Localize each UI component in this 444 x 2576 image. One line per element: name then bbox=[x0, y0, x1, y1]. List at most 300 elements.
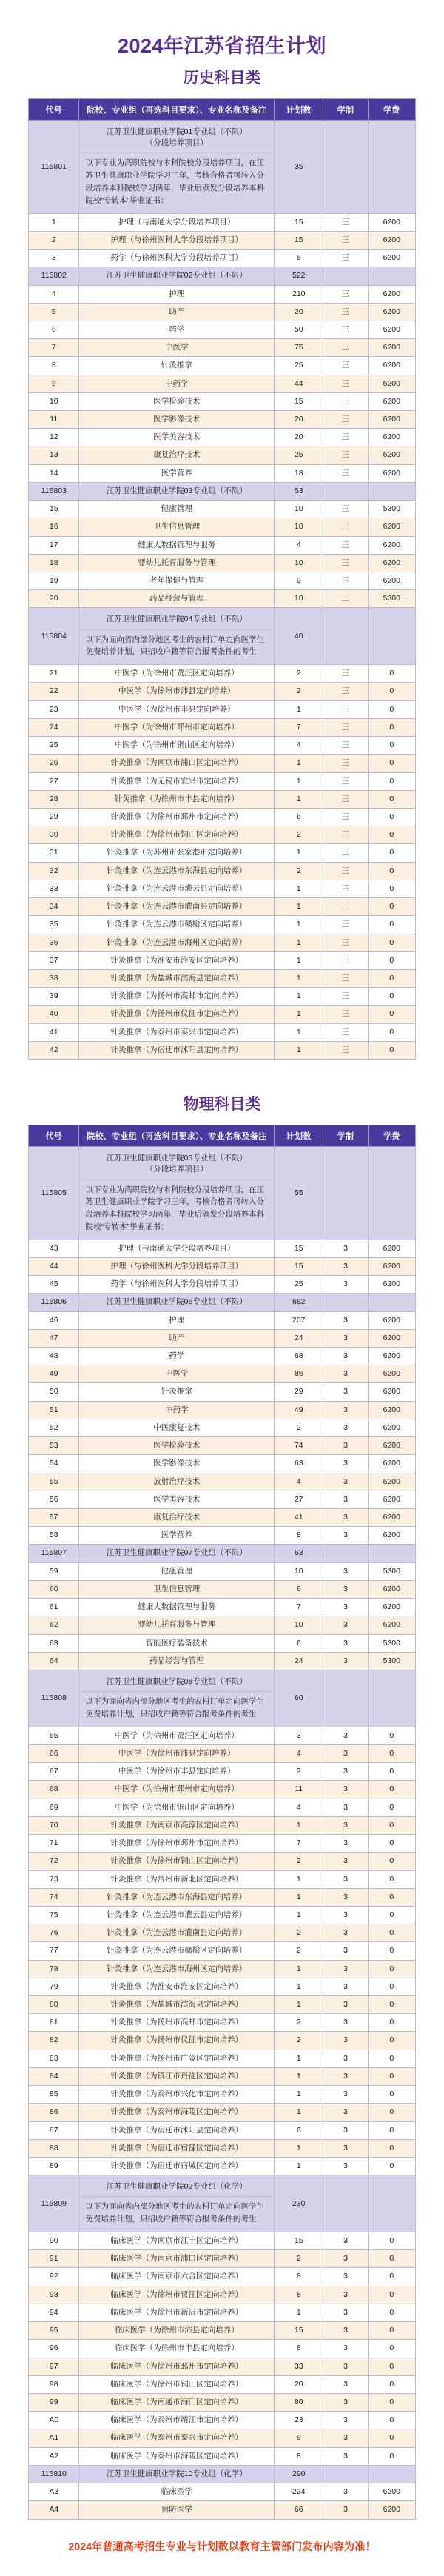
cell-code: 59 bbox=[29, 1562, 79, 1580]
group-title: 江苏卫生健康职业学院09专业组（化学） bbox=[81, 2178, 272, 2197]
table-row bbox=[29, 2483, 416, 2501]
cell-duration: 三 bbox=[323, 988, 368, 1006]
cell-major-name: 针灸推拿（为扬州市高邮市定向培养） bbox=[79, 988, 275, 1006]
table-row bbox=[29, 1473, 416, 1491]
cell-tuition: 6200 bbox=[368, 250, 415, 267]
group-note: 以下为面向省内部分地区考生的农村订单定向医学生免费培养计划，只招收户籍等符合报考条件的考生 bbox=[85, 635, 264, 657]
cell-code: 30 bbox=[29, 826, 79, 844]
cell-major-name: 护理（与徐州医科大学分段培养项目） bbox=[79, 1257, 275, 1275]
cell-group-tuition bbox=[368, 1670, 415, 1727]
cell-group-plan-count: 63 bbox=[275, 1545, 323, 1562]
table-row bbox=[29, 2268, 416, 2286]
cell-tuition: 0 bbox=[368, 826, 415, 844]
cell-duration: 3 bbox=[323, 2340, 368, 2358]
cell-code: 63 bbox=[29, 1634, 79, 1652]
cell-plan-count: 7 bbox=[275, 1835, 323, 1853]
cell-duration: 3 bbox=[323, 1599, 368, 1616]
cell-major-name: 中医学（为徐州市铜山区定向培养） bbox=[79, 1799, 275, 1816]
cell-tuition: 6200 bbox=[368, 357, 415, 375]
table-row bbox=[29, 2412, 416, 2429]
cell-tuition: 0 bbox=[368, 2050, 415, 2067]
cell-plan-count: 8 bbox=[275, 2268, 323, 2286]
cell-tuition: 0 bbox=[368, 1744, 415, 1762]
cell-tuition: 0 bbox=[368, 1023, 415, 1041]
cell-tuition: 6200 bbox=[368, 2483, 415, 2501]
cell-major-name: 医学检验技术 bbox=[79, 392, 275, 410]
cell-major-name: 针灸推拿（为淮安市淮安区定向培养） bbox=[79, 1978, 275, 1995]
table-row bbox=[29, 898, 416, 916]
cell-plan-count: 1 bbox=[275, 1041, 323, 1059]
cell-group-duration bbox=[323, 1294, 368, 1311]
cell-major-name: 临床医学（为徐州市沛县定向培养） bbox=[79, 2322, 275, 2340]
cell-plan-count: 1 bbox=[275, 969, 323, 987]
cell-code: 14 bbox=[29, 464, 79, 482]
cell-plan-count: 29 bbox=[275, 1383, 323, 1401]
cell-code: 61 bbox=[29, 1599, 79, 1616]
cell-tuition: 0 bbox=[368, 665, 415, 683]
table-row bbox=[29, 375, 416, 392]
cell-plan-count: 8 bbox=[275, 2340, 323, 2358]
cell-duration: 3 bbox=[323, 1799, 368, 1816]
cell-code: 97 bbox=[29, 2358, 79, 2375]
cell-plan-count: 33 bbox=[275, 2358, 323, 2375]
cell-code: 82 bbox=[29, 2032, 79, 2050]
cell-tuition: 0 bbox=[368, 2067, 415, 2085]
cell-code: 16 bbox=[29, 518, 79, 536]
table-row bbox=[29, 1527, 416, 1545]
table-row bbox=[29, 250, 416, 267]
cell-major-name: 针灸推拿（为连云港市东海县定向培养） bbox=[79, 862, 275, 880]
cell-code: 27 bbox=[29, 772, 79, 790]
cell-major-name: 中医学（为徐州市邳州市定向培养） bbox=[79, 1781, 275, 1799]
cell-code: 21 bbox=[29, 665, 79, 683]
cell-code: 4 bbox=[29, 285, 79, 303]
cell-tuition: 6200 bbox=[368, 303, 415, 321]
cell-tuition: 0 bbox=[368, 2086, 415, 2104]
cell-plan-count: 1 bbox=[275, 2139, 323, 2157]
cell-major-name: 中医学（为徐州市贾汪区定向培养） bbox=[79, 665, 275, 683]
table-row bbox=[29, 2286, 416, 2304]
cell-major-name: 医学检验技术 bbox=[79, 1437, 275, 1455]
cell-duration: 三 bbox=[323, 429, 368, 446]
cell-major-name: 中医学 bbox=[79, 1365, 275, 1383]
cell-code: 67 bbox=[29, 1763, 79, 1781]
cell-plan-count: 8 bbox=[275, 2447, 323, 2465]
cell-major-name: 婴幼儿托育服务与管理 bbox=[79, 1616, 275, 1634]
table-row bbox=[29, 1257, 416, 1275]
table-row bbox=[29, 2358, 416, 2375]
cell-duration: 3 bbox=[323, 1527, 368, 1545]
cell-code: 87 bbox=[29, 2121, 79, 2139]
cell-tuition: 5300 bbox=[368, 1634, 415, 1652]
cell-duration: 三 bbox=[323, 718, 368, 736]
table-row bbox=[29, 1562, 416, 1580]
cell-group-duration bbox=[323, 2175, 368, 2232]
table-header-row bbox=[29, 99, 416, 121]
cell-major-name: 中医学（为徐州市邳州市定向培养） bbox=[79, 718, 275, 736]
cell-plan-count: 2 bbox=[275, 826, 323, 844]
cell-plan-count: 8 bbox=[275, 1527, 323, 1545]
cell-group-plan-count: 522 bbox=[275, 267, 323, 285]
cell-duration: 3 bbox=[323, 1744, 368, 1762]
cell-duration: 三 bbox=[323, 1006, 368, 1023]
table-row bbox=[29, 392, 416, 410]
history-plan-table bbox=[28, 98, 416, 1060]
cell-code: 72 bbox=[29, 1853, 79, 1870]
cell-tuition: 6200 bbox=[368, 392, 415, 410]
cell-major-name: 放射治疗技术 bbox=[79, 1473, 275, 1491]
cell-major-name: 针灸推拿（为连云港市海州区定向培养） bbox=[79, 934, 275, 951]
cell-tuition: 0 bbox=[368, 934, 415, 951]
cell-plan-count: 66 bbox=[275, 2501, 323, 2519]
cell-duration: 三 bbox=[323, 951, 368, 969]
cell-major-name: 预防医学 bbox=[79, 2501, 275, 2519]
cell-group-code: 115802 bbox=[29, 267, 79, 285]
cell-code: 77 bbox=[29, 1942, 79, 1960]
table-row bbox=[29, 2158, 416, 2175]
cell-plan-count: 24 bbox=[275, 1652, 323, 1670]
cell-group-plan-count: 682 bbox=[275, 1294, 323, 1311]
cell-tuition: 0 bbox=[368, 2232, 415, 2250]
cell-duration: 三 bbox=[323, 826, 368, 844]
cell-duration: 3 bbox=[323, 1508, 368, 1526]
cell-code: 15 bbox=[29, 501, 79, 518]
cell-major-name: 中医学（为徐州市沛县定向培养） bbox=[79, 1744, 275, 1762]
table-row bbox=[29, 700, 416, 718]
cell-major-name: 康复治疗技术 bbox=[79, 1508, 275, 1526]
cell-plan-count: 15 bbox=[275, 213, 323, 231]
cell-tuition: 6200 bbox=[368, 1455, 415, 1473]
cell-tuition: 6200 bbox=[368, 1527, 415, 1545]
column-header-duration: 学制 bbox=[323, 99, 368, 121]
cell-duration: 3 bbox=[323, 1580, 368, 1598]
cell-code: 6 bbox=[29, 321, 79, 338]
cell-group-code: 115803 bbox=[29, 482, 79, 500]
cell-group-tuition bbox=[368, 2175, 415, 2232]
cell-tuition: 6200 bbox=[368, 285, 415, 303]
cell-tuition: 0 bbox=[368, 718, 415, 736]
cell-code: A2 bbox=[29, 2447, 79, 2465]
cell-major-name: 针灸推拿（为宿迁市沭阳县定向培养） bbox=[79, 2121, 275, 2139]
cell-tuition: 0 bbox=[368, 2394, 415, 2412]
cell-code: 50 bbox=[29, 1383, 79, 1401]
cell-major-name: 针灸推拿（为南京市高淳区定向培养） bbox=[79, 1816, 275, 1834]
cell-major-name: 医学营养 bbox=[79, 464, 275, 482]
cell-major-name: 针灸推拿（为镇江市丹徒区定向培养） bbox=[79, 2067, 275, 2085]
cell-plan-count: 25 bbox=[275, 357, 323, 375]
cell-major-name: 中医学（为徐州市丰县定向培养） bbox=[79, 700, 275, 718]
cell-tuition: 0 bbox=[368, 2322, 415, 2340]
cell-major-name: 药品经营与管理 bbox=[79, 1652, 275, 1670]
cell-plan-count: 63 bbox=[275, 1455, 323, 1473]
cell-plan-count: 1 bbox=[275, 755, 323, 772]
cell-plan-count: 9 bbox=[275, 2429, 323, 2447]
cell-duration: 3 bbox=[323, 1652, 368, 1670]
table-row bbox=[29, 1799, 416, 1816]
cell-tuition: 0 bbox=[368, 2032, 415, 2050]
cell-group-name: 江苏卫生健康职业学院03专业组（不限） bbox=[79, 482, 275, 500]
cell-duration: 三 bbox=[323, 536, 368, 554]
cell-major-name: 针灸推拿（为宿迁市沭阳县定向培养） bbox=[79, 1041, 275, 1059]
cell-tuition: 0 bbox=[368, 1996, 415, 2014]
group-note: 以下为面向省内部分地区考生的农村订单定向医学生免费培养计划，只招收户籍等符合报考条件的考生 bbox=[85, 2202, 264, 2224]
cell-duration: 3 bbox=[323, 1329, 368, 1347]
cell-duration: 3 bbox=[323, 1383, 368, 1401]
cell-plan-count: 24 bbox=[275, 1329, 323, 1347]
cell-duration: 3 bbox=[323, 1311, 368, 1329]
cell-code: A4 bbox=[29, 2501, 79, 2519]
cell-group-plan-count: 35 bbox=[275, 121, 323, 214]
cell-plan-count: 1 bbox=[275, 772, 323, 790]
cell-duration: 三 bbox=[323, 772, 368, 790]
table-row bbox=[29, 1942, 416, 1960]
table-row bbox=[29, 285, 416, 303]
cell-duration: 三 bbox=[323, 303, 368, 321]
cell-duration: 三 bbox=[323, 411, 368, 429]
cell-duration: 3 bbox=[323, 2394, 368, 2412]
table-row bbox=[29, 790, 416, 808]
cell-code: 33 bbox=[29, 880, 79, 897]
cell-duration: 3 bbox=[323, 1437, 368, 1455]
cell-group-tuition bbox=[368, 1294, 415, 1311]
cell-duration: 3 bbox=[323, 1853, 368, 1870]
table-row bbox=[29, 321, 416, 338]
cell-plan-count: 6 bbox=[275, 2121, 323, 2139]
cell-plan-count: 4 bbox=[275, 737, 323, 755]
cell-code: 90 bbox=[29, 2232, 79, 2250]
cell-group-tuition bbox=[368, 267, 415, 285]
cell-group-code: 115801 bbox=[29, 121, 79, 214]
cell-major-name: 助产 bbox=[79, 1329, 275, 1347]
cell-group-tuition bbox=[368, 482, 415, 500]
cell-code: 94 bbox=[29, 2304, 79, 2321]
table-row bbox=[29, 1383, 416, 1401]
cell-code: 13 bbox=[29, 446, 79, 464]
cell-tuition: 0 bbox=[368, 1006, 415, 1023]
cell-tuition: 6200 bbox=[368, 339, 415, 357]
cell-code: 37 bbox=[29, 951, 79, 969]
cell-plan-count: 25 bbox=[275, 446, 323, 464]
cell-duration: 3 bbox=[323, 2322, 368, 2340]
cell-major-name: 针灸推拿（为常州市新北区定向培养） bbox=[79, 1870, 275, 1888]
cell-plan-count: 6 bbox=[275, 809, 323, 826]
cell-plan-count: 10 bbox=[275, 518, 323, 536]
cell-plan-count: 1 bbox=[275, 1996, 323, 2014]
cell-duration: 3 bbox=[323, 1942, 368, 1960]
cell-plan-count: 25 bbox=[275, 1276, 323, 1294]
table-row bbox=[29, 2501, 416, 2519]
cell-major-name: 助产 bbox=[79, 303, 275, 321]
cell-major-name: 医学美容技术 bbox=[79, 429, 275, 446]
column-header-plan-count: 计划数 bbox=[275, 1125, 323, 1147]
cell-tuition: 0 bbox=[368, 862, 415, 880]
cell-major-name: 针灸推拿（为连云港市海州区定向培养） bbox=[79, 1960, 275, 1978]
cell-duration: 3 bbox=[323, 1978, 368, 1995]
cell-tuition: 6200 bbox=[368, 1508, 415, 1526]
cell-code: 89 bbox=[29, 2158, 79, 2175]
cell-group-duration bbox=[323, 121, 368, 214]
table-row bbox=[29, 1329, 416, 1347]
cell-major-name: 卫生信息管理 bbox=[79, 518, 275, 536]
cell-plan-count: 2 bbox=[275, 1853, 323, 1870]
cell-code: 35 bbox=[29, 916, 79, 934]
cell-plan-count: 1 bbox=[275, 934, 323, 951]
cell-code: 26 bbox=[29, 755, 79, 772]
cell-code: A3 bbox=[29, 2483, 79, 2501]
major-group-row bbox=[29, 608, 416, 665]
cell-group-name bbox=[79, 1670, 275, 1727]
cell-code: 79 bbox=[29, 1978, 79, 1995]
major-group-row bbox=[29, 1147, 416, 1240]
cell-plan-count: 1 bbox=[275, 2050, 323, 2067]
table-row bbox=[29, 1006, 416, 1023]
table-row bbox=[29, 572, 416, 590]
cell-code: 18 bbox=[29, 554, 79, 572]
cell-duration: 3 bbox=[323, 2158, 368, 2175]
cell-tuition: 6200 bbox=[368, 1473, 415, 1491]
cell-plan-count: 49 bbox=[275, 1401, 323, 1419]
cell-duration: 3 bbox=[323, 2375, 368, 2393]
cell-plan-count: 10 bbox=[275, 501, 323, 518]
cell-code: 74 bbox=[29, 1888, 79, 1906]
cell-plan-count: 7 bbox=[275, 718, 323, 736]
table-row bbox=[29, 988, 416, 1006]
cell-group-plan-count: 230 bbox=[275, 2175, 323, 2232]
cell-group-name bbox=[79, 1147, 275, 1240]
cell-duration: 三 bbox=[323, 501, 368, 518]
cell-code: 93 bbox=[29, 2286, 79, 2304]
cell-major-name: 针灸推拿（为连云港市东海县定向培养） bbox=[79, 1888, 275, 1906]
cell-major-name: 针灸推拿（为无锡市宜兴市定向培养） bbox=[79, 772, 275, 790]
cell-code: 95 bbox=[29, 2322, 79, 2340]
cell-tuition: 6200 bbox=[368, 1276, 415, 1294]
cell-major-name: 针灸推拿（为徐州市铜山区定向培养） bbox=[79, 826, 275, 844]
cell-code: 3 bbox=[29, 250, 79, 267]
cell-code: 43 bbox=[29, 1240, 79, 1257]
table-row bbox=[29, 916, 416, 934]
cell-duration: 3 bbox=[323, 1727, 368, 1744]
cell-plan-count: 75 bbox=[275, 339, 323, 357]
cell-tuition: 0 bbox=[368, 683, 415, 700]
cell-tuition: 0 bbox=[368, 2447, 415, 2465]
cell-group-plan-count: 53 bbox=[275, 482, 323, 500]
cell-tuition: 5300 bbox=[368, 1562, 415, 1580]
cell-code: 32 bbox=[29, 862, 79, 880]
cell-plan-count: 1 bbox=[275, 2086, 323, 2104]
cell-code: 44 bbox=[29, 1257, 79, 1275]
cell-code: 92 bbox=[29, 2268, 79, 2286]
cell-plan-count: 9 bbox=[275, 572, 323, 590]
cell-code: 42 bbox=[29, 1041, 79, 1059]
cell-tuition: 0 bbox=[368, 809, 415, 826]
cell-tuition: 6200 bbox=[368, 1348, 415, 1365]
cell-code: 80 bbox=[29, 1996, 79, 2014]
cell-group-tuition bbox=[368, 2465, 415, 2483]
table-row bbox=[29, 1311, 416, 1329]
cell-code: 51 bbox=[29, 1401, 79, 1419]
table-row bbox=[29, 1634, 416, 1652]
cell-tuition: 0 bbox=[368, 2139, 415, 2157]
table-row bbox=[29, 2322, 416, 2340]
cell-duration: 3 bbox=[323, 2483, 368, 2501]
cell-tuition: 0 bbox=[368, 755, 415, 772]
cell-code: 49 bbox=[29, 1365, 79, 1383]
major-group-row bbox=[29, 2175, 416, 2232]
cell-duration: 3 bbox=[323, 2050, 368, 2067]
cell-major-name: 中药学 bbox=[79, 375, 275, 392]
cell-major-name: 针灸推拿（为徐州市铜山区定向培养） bbox=[79, 1853, 275, 1870]
cell-major-name: 临床医学（为泰州市泰兴市定向培养） bbox=[79, 2429, 275, 2447]
table-row bbox=[29, 1960, 416, 1978]
table-row bbox=[29, 1744, 416, 1762]
table-row bbox=[29, 1023, 416, 1041]
cell-tuition: 6200 bbox=[368, 231, 415, 249]
cell-major-name: 针灸推拿（为徐州市丰县定向培养） bbox=[79, 790, 275, 808]
table-row bbox=[29, 213, 416, 231]
footer-disclaimer: 2024年普通高考招生专业与计划数以教育主管部门发布内容为准！ bbox=[68, 2540, 376, 2552]
table-row bbox=[29, 755, 416, 772]
cell-duration: 3 bbox=[323, 2268, 368, 2286]
cell-plan-count: 1 bbox=[275, 2158, 323, 2175]
cell-plan-count: 44 bbox=[275, 375, 323, 392]
cell-tuition: 6200 bbox=[368, 1401, 415, 1419]
cell-tuition: 6200 bbox=[368, 2501, 415, 2519]
cell-major-name: 临床医学（为徐州市丰县定向培养） bbox=[79, 2340, 275, 2358]
cell-major-name: 护理 bbox=[79, 285, 275, 303]
cell-group-tuition bbox=[368, 121, 415, 214]
table-row bbox=[29, 826, 416, 844]
cell-plan-count: 8 bbox=[275, 2286, 323, 2304]
cell-tuition: 0 bbox=[368, 1906, 415, 1924]
cell-duration: 3 bbox=[323, 2232, 368, 2250]
cell-duration: 3 bbox=[323, 2286, 368, 2304]
cell-plan-count: 6 bbox=[275, 1580, 323, 1598]
cell-major-name: 临床医学 bbox=[79, 2483, 275, 2501]
table-row bbox=[29, 2429, 416, 2447]
cell-duration: 3 bbox=[323, 2104, 368, 2121]
cell-tuition: 6200 bbox=[368, 1383, 415, 1401]
cell-code: 91 bbox=[29, 2250, 79, 2268]
cell-tuition: 6200 bbox=[368, 375, 415, 392]
cell-tuition: 6200 bbox=[368, 1365, 415, 1383]
cell-tuition: 6200 bbox=[368, 213, 415, 231]
cell-duration: 3 bbox=[323, 2429, 368, 2447]
table-row bbox=[29, 862, 416, 880]
cell-code: 1 bbox=[29, 213, 79, 231]
table-row bbox=[29, 665, 416, 683]
cell-tuition: 0 bbox=[368, 2358, 415, 2375]
cell-group-name bbox=[79, 121, 275, 214]
table-row bbox=[29, 1616, 416, 1634]
cell-duration: 三 bbox=[323, 916, 368, 934]
cell-major-name: 药学 bbox=[79, 321, 275, 338]
table-row bbox=[29, 339, 416, 357]
cell-group-duration bbox=[323, 1670, 368, 1727]
cell-tuition: 0 bbox=[368, 969, 415, 987]
cell-plan-count: 1 bbox=[275, 1870, 323, 1888]
cell-code: 22 bbox=[29, 683, 79, 700]
cell-duration: 3 bbox=[323, 1781, 368, 1799]
cell-duration: 3 bbox=[323, 1960, 368, 1978]
cell-code: 54 bbox=[29, 1455, 79, 1473]
cell-plan-count: 41 bbox=[275, 1508, 323, 1526]
cell-major-name: 针灸推拿 bbox=[79, 357, 275, 375]
cell-tuition: 0 bbox=[368, 1870, 415, 1888]
cell-code: A1 bbox=[29, 2429, 79, 2447]
cell-tuition: 6200 bbox=[368, 1329, 415, 1347]
cell-plan-count: 4 bbox=[275, 536, 323, 554]
table-row bbox=[29, 2250, 416, 2268]
